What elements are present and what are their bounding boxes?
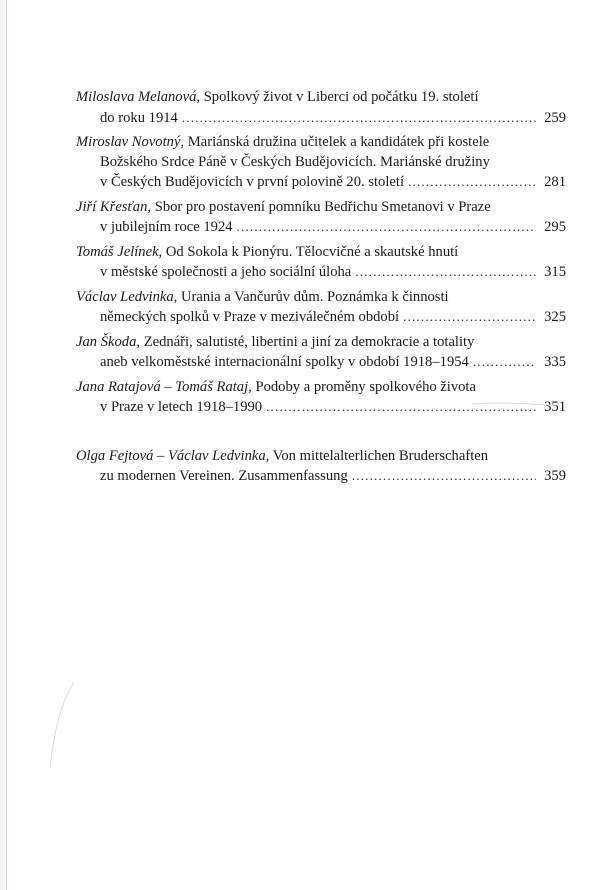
entry-author: Miloslava Melanová, bbox=[76, 89, 201, 105]
dot-leader bbox=[403, 307, 536, 327]
entry-title: Podoby a proměny spolkového života bbox=[255, 378, 476, 395]
dot-leader bbox=[266, 397, 536, 417]
dot-leader bbox=[237, 217, 536, 237]
entry-title-last-line: do roku 1914 bbox=[100, 109, 178, 126]
dot-leader bbox=[352, 466, 536, 486]
faint-pencil-smudge bbox=[470, 402, 560, 406]
entry-page-number: 315 bbox=[544, 264, 566, 280]
dot-leader bbox=[408, 172, 536, 192]
entry-page-number: 259 bbox=[544, 109, 566, 126]
entry-title-last-line: v Praze v letech 1918–1990 bbox=[100, 399, 263, 415]
entry-title: Von mittelalterlichen Bruderschaften bbox=[272, 447, 489, 464]
entry-title-continued: Božského Srdce Páně v Českých Budějovicích. Mariánské družiny bbox=[100, 153, 490, 170]
table-of-contents bbox=[76, 88, 566, 492]
entry-title-last-line: v Českých Budějovicích v první polovině 20. století bbox=[100, 174, 404, 190]
toc-entry bbox=[76, 243, 566, 283]
dot-leader bbox=[182, 108, 536, 128]
entry-title-last-line: v jubilejním roce 1924 bbox=[100, 219, 233, 235]
toc-entry bbox=[76, 133, 566, 193]
entry-author: Jana Ratajová – Tomáš Rataj, bbox=[76, 378, 252, 395]
page-edge-shadow bbox=[6, 0, 7, 890]
entry-author: Tomáš Jelínek, bbox=[76, 243, 163, 260]
entry-title: Urania a Vančurův dům. Poznámka k činnosti bbox=[180, 288, 449, 305]
entry-title: Od Sokola k Pionýru. Tělocvičné a skautské hnutí bbox=[165, 243, 459, 260]
toc-entry bbox=[76, 88, 566, 128]
entry-author: Miroslav Novotný, bbox=[76, 134, 185, 150]
entry-author: Václav Ledvinka, bbox=[76, 288, 178, 305]
entry-page-number: 351 bbox=[544, 399, 566, 415]
entry-author: Olga Fejtová – Václav Ledvinka, bbox=[76, 447, 270, 464]
toc-entry bbox=[76, 378, 566, 418]
dot-leader bbox=[355, 262, 536, 282]
dot-leader bbox=[473, 352, 536, 372]
toc-entry bbox=[76, 333, 566, 373]
entry-page-number: 281 bbox=[544, 174, 566, 190]
entry-author: Jan Škoda, bbox=[76, 333, 141, 350]
entry-title-last-line: německých spolků v Praze v meziválečném období bbox=[100, 309, 400, 325]
toc-entry bbox=[76, 198, 566, 238]
entry-page-number: 325 bbox=[544, 309, 566, 325]
entry-title-last-line: zu modernen Vereinen. Zusammenfassung bbox=[100, 468, 348, 484]
faint-pencil-mark bbox=[44, 680, 84, 770]
entry-page-number: 295 bbox=[544, 219, 566, 235]
toc-entry-summary bbox=[76, 447, 566, 487]
entry-page-number: 335 bbox=[544, 354, 566, 370]
entry-title: Mariánská družina učitelek a kandidátek při kostele bbox=[187, 134, 490, 150]
entry-title-last-line: v městské společnosti a jeho sociální úloha bbox=[100, 264, 352, 280]
entry-title-last-line: aneb velkoměstské internacionální spolky v období 1918–1954 bbox=[100, 354, 469, 370]
entry-author: Jiří Křesťan, bbox=[76, 198, 152, 215]
entry-page-number: 359 bbox=[544, 468, 566, 484]
entry-title: Sbor pro postavení pomníku Bedřichu Smetanovi v Praze bbox=[154, 198, 491, 215]
entry-title: Zednáři, salutisté, libertini a jiní za demokracie a totality bbox=[143, 333, 475, 350]
toc-entry bbox=[76, 288, 566, 328]
entry-title: Spolkový život v Liberci od počátku 19. století bbox=[203, 89, 479, 105]
